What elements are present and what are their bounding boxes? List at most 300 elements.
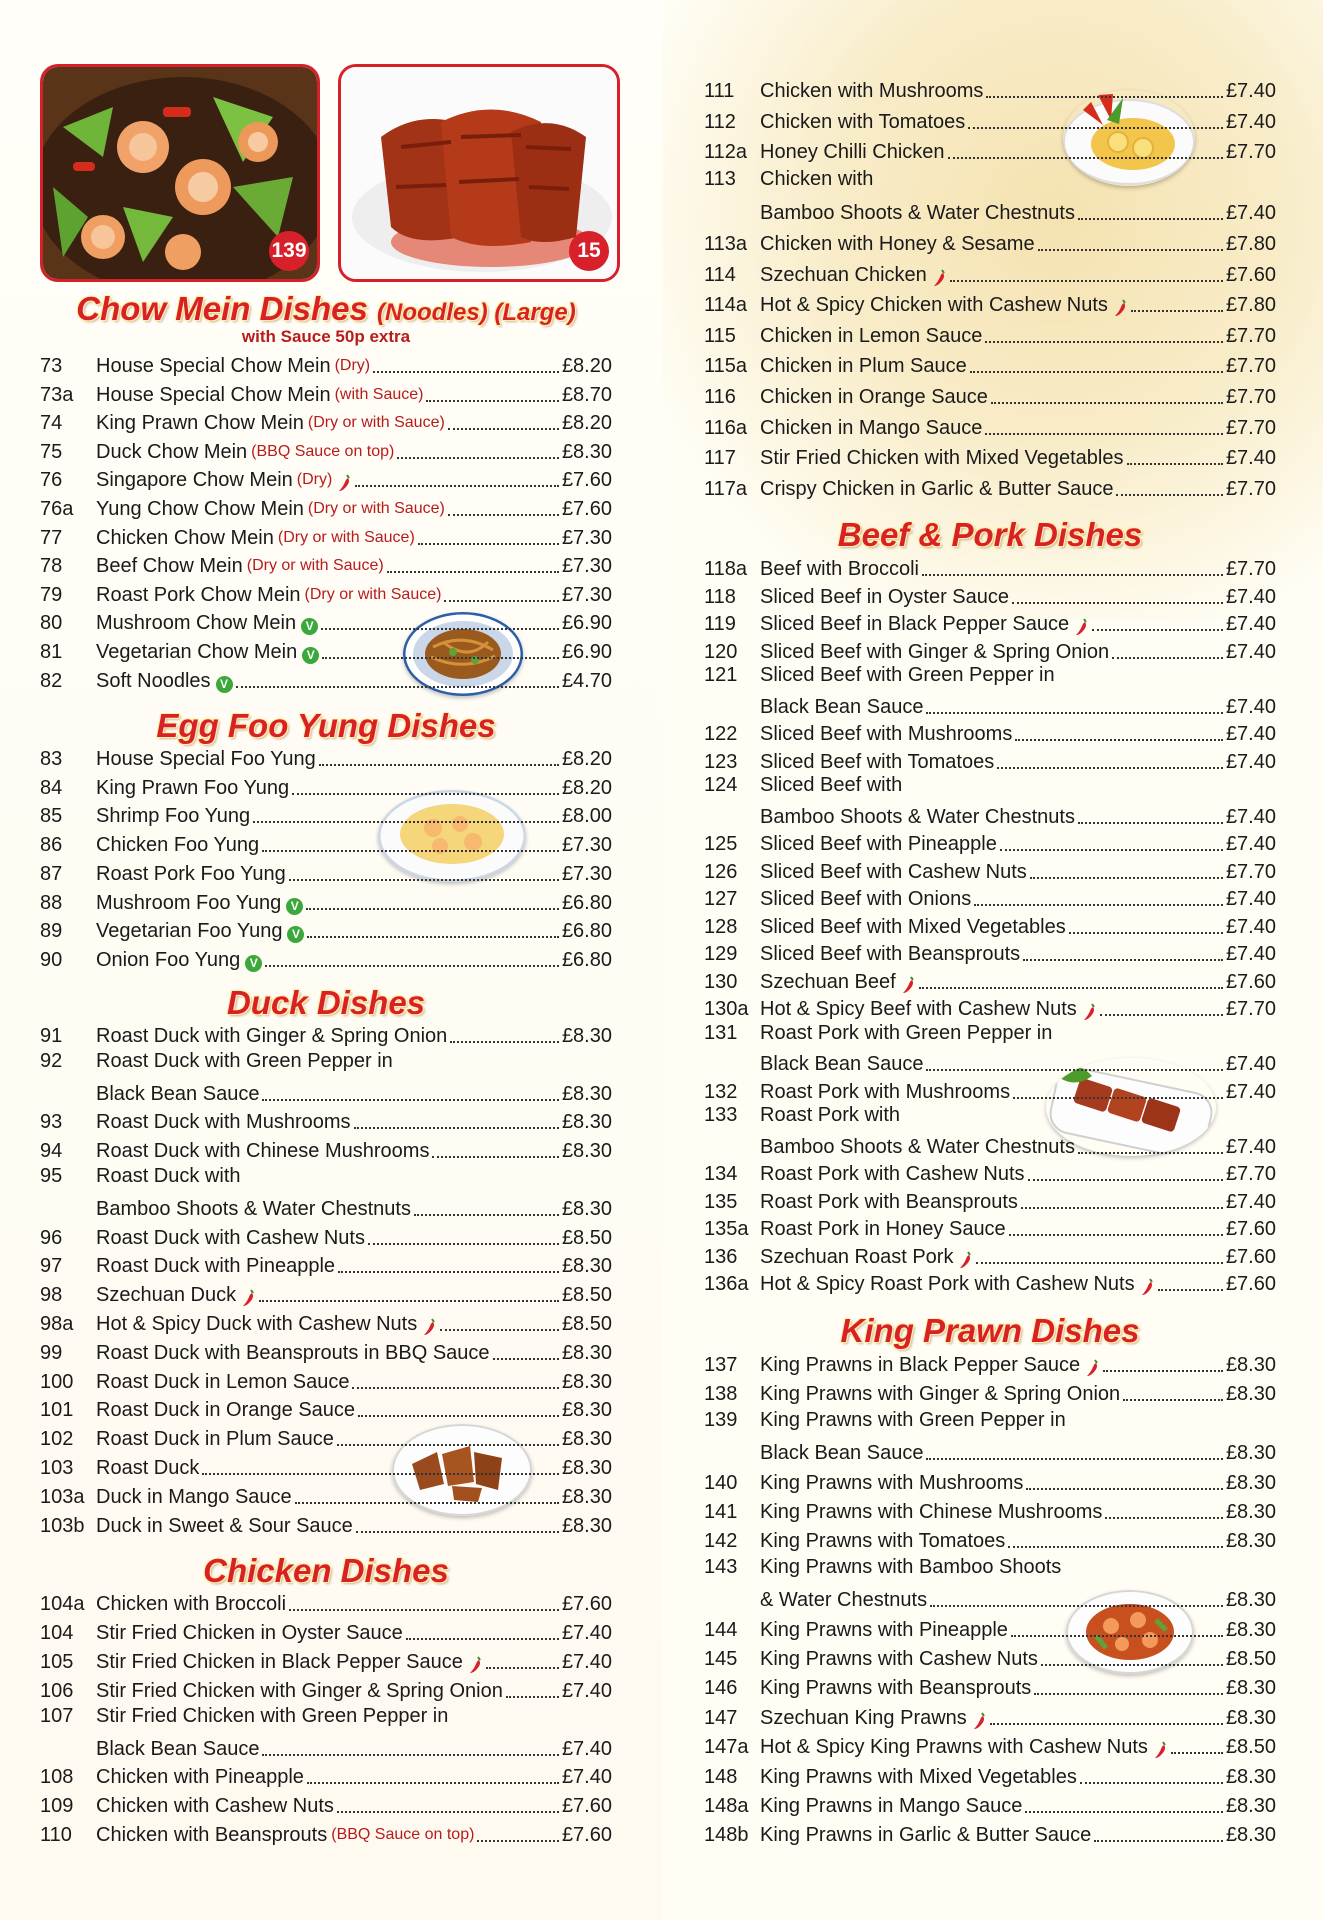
item-name: Roast Pork Foo Yung [96,862,286,885]
menu-item [704,801,1276,829]
item-number: 107 [40,1704,74,1727]
menu-item [704,938,1276,966]
leader-dots [1021,1207,1223,1209]
leader-dots [985,433,1223,435]
item-number: 103b [40,1514,85,1537]
menu-item [40,1675,612,1703]
item-name: King Prawns with Ginger & Spring Onion [760,1383,1121,1406]
leader-dots [355,485,559,487]
item-price: £7.70 [1225,416,1276,439]
leader-dots [930,1605,1223,1607]
item-number: 121 [704,664,738,686]
menu-item [704,1241,1276,1269]
menu-item [704,553,1276,581]
item-number: 116 [704,386,736,408]
item-price: £7.40 [1225,447,1276,470]
item-number: 118 [704,585,736,608]
item-name: Chicken with Beansprouts [96,1824,328,1847]
item-note: (Dry or with Sauce) [307,414,445,432]
leader-dots [926,1069,1223,1071]
menu-item [704,718,1276,746]
item-number: 106 [40,1679,74,1702]
menu-item [40,1279,612,1307]
item-name: King Prawns with Tomatoes [760,1530,1006,1553]
leader-dots [974,904,1223,906]
item-name: Sliced Beef with Tomatoes [760,750,995,773]
item-name: Sliced Beef in Black Pepper Sauce [760,613,1070,635]
item-number: 88 [40,891,63,914]
menu-item [704,381,1276,409]
item-price: £7.70 [1225,1163,1276,1185]
menu-item [40,915,612,943]
item-name: Szechuan King Prawns [760,1706,967,1729]
leader-dots [352,1387,558,1389]
item-price: £7.40 [1225,695,1276,718]
item-price: £7.60 [1225,1218,1276,1240]
item-number: 124 [704,774,738,796]
item-number: 85 [40,805,63,828]
chilli-icon [933,269,947,287]
leader-dots [448,428,559,430]
menu-item [40,887,612,915]
menu-item [704,1378,1276,1406]
vegetarian-icon: V [302,647,319,664]
item-price: £8.30 [1225,1471,1276,1494]
menu-item-line [704,1408,1066,1436]
menu-item [40,1135,612,1163]
menu-item [40,1337,612,1365]
leader-dots [262,1099,559,1101]
item-price: £7.60 [561,469,612,492]
menu-item [40,1193,612,1221]
item-number: 136 [704,1245,738,1268]
item-price: £8.30 [561,1485,612,1508]
menu-item [704,1761,1276,1789]
item-number: 114 [704,263,736,286]
item-name: Sliced Beef with Beansprouts [760,943,1021,965]
item-name: King Prawns with Chinese Mushrooms [760,1501,1103,1523]
item-price: £8.30 [1225,1824,1276,1847]
menu-item [40,379,612,407]
leader-dots [1116,494,1222,496]
vegetarian-icon: V [301,618,318,635]
item-price: £4.70 [561,669,612,692]
menu-item [704,746,1276,774]
menu-item [40,772,612,800]
item-note: (Dry or with Sauce) [277,528,415,546]
item-number: 140 [704,1471,738,1494]
item-price: £8.30 [561,1140,612,1163]
leader-dots [259,1300,559,1302]
menu-item [40,464,612,492]
item-number: 122 [704,723,738,745]
item-price: £8.20 [561,355,612,377]
item-number: 146 [704,1677,738,1700]
leader-dots [292,793,559,795]
leader-dots [265,965,559,967]
leader-dots [950,280,1223,282]
leader-dots [444,600,558,602]
item-name: Sliced Beef with Pineapple [760,833,997,855]
menu-item [40,1790,612,1818]
menu-item-line [40,1704,448,1732]
item-name: House Special Chow Mein [96,383,331,406]
menu-item [704,350,1276,378]
item-note: (BBQ Sauce on top) [331,1826,475,1844]
item-price: £7.40 [561,1650,612,1673]
chilli-icon [973,1712,987,1730]
item-name: Sliced Beef with Ginger & Spring Onion [760,640,1110,663]
item-name: Vegetarian Chow Mein [96,641,298,663]
menu-item-line [704,1555,1061,1583]
item-note: (Dry or with Sauce) [246,557,384,575]
leader-dots [976,1262,1223,1264]
menu-item [704,228,1276,256]
chilli-icon [1086,1359,1100,1377]
menu-item [40,1761,612,1789]
item-price: £8.30 [561,1255,612,1278]
chilli-icon [423,1318,437,1336]
item-number: 99 [40,1341,63,1364]
item-name: Szechuan Beef [760,970,896,993]
leader-dots [990,1723,1223,1725]
item-number: 93 [40,1111,63,1134]
item-number: 109 [40,1795,74,1818]
leader-dots [1080,1782,1223,1784]
item-price: £8.30 [561,1457,612,1479]
item-name-continued: & Water Chestnuts [760,1589,928,1612]
item-name: King Prawns with Mushrooms [760,1471,1024,1494]
item-price: £7.70 [1225,324,1276,347]
item-name: Roast Duck in Lemon Sauce [96,1370,350,1393]
item-number: 132 [704,1080,738,1103]
item-note: (BBQ Sauce on top) [251,442,395,460]
leader-dots [506,1696,559,1698]
leader-dots [432,1156,558,1158]
menu-item [40,1078,612,1106]
menu-item [40,1819,612,1847]
item-price: £8.30 [561,1399,612,1422]
leader-dots [493,1358,559,1360]
item-price: £7.60 [1225,1245,1276,1268]
item-price: £8.50 [561,1313,612,1335]
leader-dots [448,514,559,516]
item-name: King Prawns with Mixed Vegetables [760,1765,1077,1788]
menu-item [40,579,612,607]
leader-dots [1112,657,1223,659]
item-name: Chicken in Orange Sauce [760,386,988,408]
menu-item [40,522,612,550]
item-price: £7.40 [1225,805,1276,828]
menu-item [704,1213,1276,1241]
leader-dots [319,764,559,766]
item-note: (with Sauce) [334,385,424,403]
item-number: 111 [704,80,735,102]
item-number: 80 [40,612,63,635]
item-name: Chicken in Plum Sauce [760,355,967,378]
chilli-icon [1141,1278,1155,1296]
item-name-continued: Bamboo Shoots & Water Chestnuts [96,1197,411,1220]
leader-dots [1078,822,1223,824]
item-number: 103 [40,1457,74,1479]
menu-item [704,75,1276,103]
item-number: 75 [40,440,63,463]
leader-dots [1069,932,1223,934]
item-price: £8.70 [561,383,612,406]
item-number: 115a [704,355,748,378]
item-name: Chicken Foo Yung [96,834,260,857]
item-name: King Prawns with Bamboo Shoots [760,1555,1062,1578]
item-name: Hot & Spicy Beef with Cashew Nuts [760,998,1077,1020]
item-name: Stir Fried Chicken in Black Pepper Sauce [96,1650,463,1673]
item-price: £8.30 [561,1341,612,1364]
item-name: Roast Duck with Green Pepper in [96,1049,393,1072]
item-name: Yung Chow Chow Mein [96,498,304,520]
leader-dots [985,341,1223,343]
item-name-continued: Bamboo Shoots & Water Chestnuts [760,805,1075,828]
menu-item [704,1614,1276,1642]
item-name: Stir Fried Chicken in Oyster Sauce [96,1621,403,1644]
item-name: Chicken with [760,167,874,190]
chicken-heading: Chicken Dishes [203,1552,449,1589]
chow-mein-sauce-note: with Sauce 50p extra [241,327,411,346]
item-number: 76 [40,469,63,492]
item-name: Roast Duck with Ginger & Spring Onion [96,1025,448,1047]
leader-dots [922,574,1223,576]
item-number: 139 [704,1408,738,1431]
item-number: 100 [40,1370,74,1393]
item-name: Chicken Chow Mein [96,526,274,549]
item-number: 95 [40,1165,63,1187]
menu-item [704,1525,1276,1553]
leader-dots [477,1840,559,1842]
item-price: £7.40 [1225,1053,1276,1075]
item-price: £8.30 [1225,1383,1276,1406]
item-number: 117 [704,447,736,470]
menu-item-line [704,773,902,801]
leader-dots [373,371,559,373]
item-price: £7.60 [561,1824,612,1847]
item-price: £7.40 [1225,1080,1276,1103]
menu-item [704,1496,1276,1524]
item-price: £8.30 [561,440,612,463]
item-number: 91 [40,1025,63,1047]
menu-item [704,197,1276,225]
menu-item [704,259,1276,287]
item-name: Hot & Spicy King Prawns with Cashew Nuts [760,1736,1148,1759]
item-name: Roast Pork with Mushrooms [760,1080,1011,1103]
item-price: £8.30 [1225,1442,1276,1465]
item-price: £7.40 [1225,723,1276,745]
item-number: 76a [40,498,74,520]
item-price: £7.40 [561,1737,612,1760]
leader-dots [1078,1152,1223,1154]
item-price: £8.30 [561,1025,612,1047]
leader-dots [968,127,1223,129]
menu-item-line [40,1049,393,1077]
leader-dots [1158,1289,1223,1291]
menu-item [704,828,1276,856]
menu-item [40,1510,612,1538]
item-name: Duck in Mango Sauce [96,1485,292,1508]
item-price: £7.80 [1225,294,1276,317]
menu-item-line [704,1103,900,1131]
item-name-continued: Black Bean Sauce [760,1053,924,1075]
leader-dots [1094,1840,1223,1842]
leader-dots [387,571,559,573]
menu-item [704,289,1276,317]
item-number: 73a [40,383,74,406]
item-price: £6.90 [561,612,612,635]
item-price: £8.30 [1225,1765,1276,1788]
item-name: Sliced Beef with Onions [760,888,972,910]
item-number: 104 [40,1621,74,1644]
menu-item [704,1131,1276,1159]
item-number: 148 [704,1765,738,1788]
menu-item [704,1076,1276,1104]
item-price: £7.60 [1225,263,1276,286]
item-name: Chicken with Cashew Nuts [96,1795,334,1818]
item-name: Roast Pork with Cashew Nuts [760,1163,1025,1185]
item-price: £8.20 [561,412,612,435]
menu-item [704,691,1276,719]
menu-item-line [40,1164,241,1192]
item-price: £7.70 [1225,558,1276,580]
item-name: King Prawn Chow Mein [96,412,304,435]
leader-dots [337,1811,559,1813]
item-number: 112 [704,110,736,133]
item-name: Sliced Beef with Green Pepper in [760,664,1055,686]
item-price: £7.60 [1225,970,1276,993]
item-name: Stir Fried Chicken with Green Pepper in [96,1704,449,1727]
item-number: 129 [704,943,738,965]
menu-item [704,1349,1276,1377]
menu-item [40,1394,612,1422]
leader-dots [1131,310,1223,312]
item-name: Roast Pork with Green Pepper in [760,1021,1053,1044]
leader-dots [1015,739,1223,741]
item-name-continued: Bamboo Shoots & Water Chestnuts [760,202,1075,225]
menu-item [40,944,612,972]
menu-item [40,800,612,828]
item-price: £7.70 [1225,860,1276,883]
menu-item [704,1672,1276,1700]
menu-item [704,412,1276,440]
leader-dots [1105,1517,1223,1519]
leader-dots [322,657,559,659]
menu-item [40,350,612,378]
photo-number-badge: 139 [269,231,309,271]
item-number: 105 [40,1650,74,1673]
item-number: 115 [704,324,736,347]
item-name: Singapore Chow Mein [96,469,293,492]
item-price: £7.40 [1225,915,1276,938]
item-name: Mushroom Chow Mein [96,612,297,635]
item-number: 144 [704,1618,738,1641]
menu-item [704,136,1276,164]
item-name: Sliced Beef with Mixed Vegetables [760,915,1066,938]
leader-dots [1103,1370,1223,1372]
king-prawn-heading: King Prawn Dishes [840,1312,1140,1349]
chilli-icon [1114,299,1128,317]
item-number: 94 [40,1140,63,1163]
item-name: Chicken in Lemon Sauce [760,324,983,347]
menu-item [40,743,612,771]
leader-dots [1013,1097,1223,1099]
item-name: Roast Pork Chow Mein [96,583,301,606]
item-name: Stir Fried Chicken with Ginger & Spring Onion [96,1679,503,1702]
vegetarian-icon: V [245,955,262,972]
item-price: £6.80 [561,948,612,971]
menu-item [40,1020,612,1048]
item-number: 133 [704,1104,738,1126]
item-number: 110 [40,1824,72,1847]
item-price: £8.30 [1225,1589,1276,1612]
leader-dots [1078,218,1223,220]
menu-item [40,1617,612,1645]
menu-item [704,966,1276,994]
item-name: Chicken with Broccoli [96,1593,287,1615]
leader-dots [368,1243,559,1245]
duck-heading: Duck Dishes [226,984,426,1021]
item-price: £7.40 [561,1766,612,1789]
item-price: £8.30 [561,1111,612,1134]
leader-dots [418,543,559,545]
item-price: £7.40 [1225,943,1276,965]
item-name: Beef Chow Mein [96,555,243,578]
item-price: £7.30 [561,862,612,885]
item-name: Onion Foo Yung [96,948,241,971]
item-name: Chicken with Pineapple [96,1766,304,1789]
leader-dots [295,1502,559,1504]
item-number: 103a [40,1485,85,1508]
section-subtitle: (Noodles) (Large) [377,299,576,326]
item-number: 142 [704,1530,738,1553]
item-number: 137 [704,1354,738,1376]
item-name: Roast Pork in Honey Sauce [760,1218,1006,1240]
item-name: Crispy Chicken in Garlic & Butter Sauce [760,477,1114,500]
item-name: Hot & Spicy Roast Pork with Cashew Nuts [760,1273,1135,1295]
menu-item [40,1222,612,1250]
item-number: 126 [704,860,738,883]
item-name: Sliced Beef with [760,774,903,796]
leader-dots [1026,1488,1223,1490]
leader-dots [307,936,558,938]
leader-dots [997,767,1223,769]
ribs-dish-photo [338,64,620,282]
item-name: House Special Foo Yung [96,748,316,770]
item-price: £7.40 [561,1621,612,1644]
item-name-continued: Black Bean Sauce [96,1737,260,1760]
item-number: 116a [704,416,748,439]
item-price: £7.60 [1225,1273,1276,1295]
item-name: Mushroom Foo Yung [96,891,282,914]
leader-dots [1041,1664,1223,1666]
item-number: 138 [704,1383,738,1406]
item-name: King Prawns with Beansprouts [760,1677,1032,1700]
menu-item [704,636,1276,664]
item-number: 135 [704,1190,738,1213]
leader-dots [986,96,1223,98]
item-number: 148a [704,1795,749,1817]
item-name: Hot & Spicy Chicken with Cashew Nuts [760,294,1108,317]
item-name: Roast Duck in Plum Sauce [96,1428,334,1451]
item-price: £7.30 [561,526,612,549]
item-number: 147 [704,1706,738,1729]
item-name: Roast Duck with [96,1165,241,1187]
item-name: Chicken with Honey & Sesame [760,233,1035,255]
item-price: £8.30 [561,1428,612,1451]
